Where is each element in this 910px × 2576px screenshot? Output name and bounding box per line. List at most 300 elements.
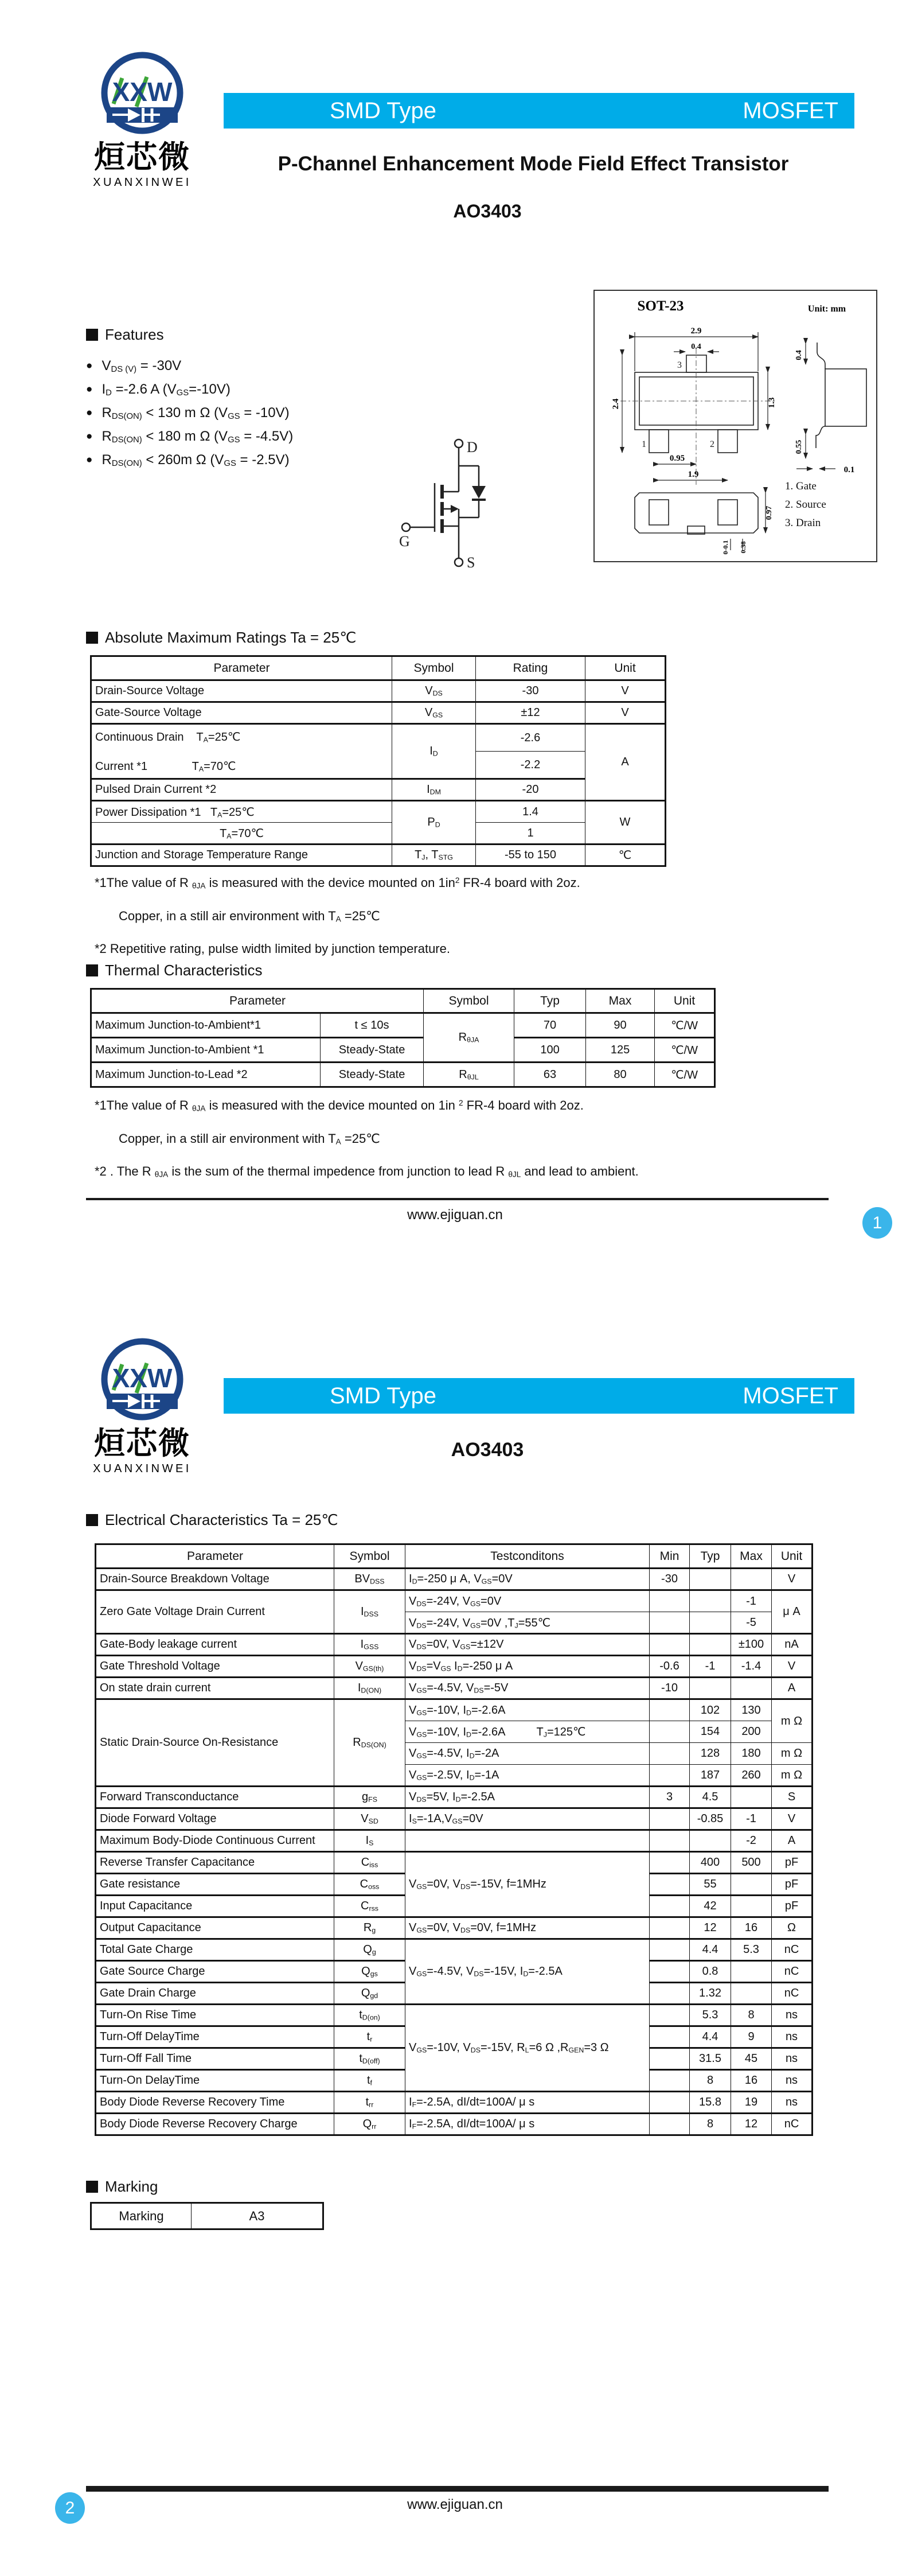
typ-cell: 4.5	[690, 1787, 731, 1808]
dim-span: 1.9	[688, 470, 699, 479]
table-header-row	[91, 656, 666, 680]
banner-left-label: SMD Type	[330, 98, 436, 123]
unit-cell: A	[772, 1830, 813, 1852]
bullet-icon: ●	[86, 430, 93, 442]
unit-cell: m Ω	[772, 1699, 813, 1743]
feature-item	[86, 401, 293, 425]
symbol-cell: $R_{DS(ON)}$	[334, 1699, 405, 1787]
thermal-heading-label: Thermal Characteristics	[105, 962, 263, 979]
document-title: P-Channel Enhancement Mode Field Effect Transistor	[278, 153, 789, 175]
dim-pitch: 0.95	[669, 454, 685, 463]
table-row	[96, 2005, 813, 2026]
symbol-cell: $t_{rr}$	[334, 2092, 405, 2114]
symbol-cell: $C_{iss}$	[334, 1852, 405, 1874]
min-cell	[650, 1917, 690, 1939]
abs-max-table	[90, 655, 666, 867]
rating-cell: -2.2	[476, 752, 585, 779]
col-header: Typ	[690, 1544, 731, 1569]
unit-cell: m Ω	[772, 1765, 813, 1787]
cond-cell: $V_{DS}=0V$, $V_{GS}=\pm 12V$	[405, 1634, 650, 1656]
typ-cell	[690, 1634, 731, 1656]
cond-cell: $V_{DS}=V_{GS}$ $I_D=-250$ μ A	[405, 1656, 650, 1678]
min-cell	[650, 2048, 690, 2070]
param-cell: Output Capacitance	[96, 1917, 334, 1939]
typ-cell: 8	[690, 2114, 731, 2135]
col-header: Unit	[772, 1544, 813, 1569]
rating-cell: -2.6	[476, 724, 585, 752]
param-cell: Maximum Junction-to-Lead *2	[91, 1063, 321, 1087]
param-cell: Diode Forward Voltage	[96, 1808, 334, 1830]
min-cell	[650, 2026, 690, 2048]
table-row	[96, 1590, 813, 1612]
symbol-cell: $I_{D(ON)}$	[334, 1678, 405, 1699]
unit-cell: μ A	[772, 1590, 813, 1634]
bullet-icon: ●	[86, 359, 93, 372]
param-cell: Turn-Off DelayTime	[96, 2026, 334, 2048]
min-cell	[650, 1590, 690, 1612]
cond-cell: $V_{GS}=0V$, $V_{DS}=-15V$, f=1MHz	[405, 1852, 650, 1917]
col-header: Parameter	[91, 656, 392, 680]
elec-heading-label: Electrical Characteristics Ta = 25℃	[105, 1511, 338, 1528]
page-number-badge: 2	[55, 2492, 85, 2524]
package-drawing	[595, 291, 876, 561]
typ-cell	[690, 1678, 731, 1699]
rating-cell: 1.4	[476, 801, 585, 823]
marking-heading	[86, 2178, 158, 2196]
max-cell: 500	[731, 1852, 772, 1874]
min-cell	[650, 1852, 690, 1874]
table-row	[91, 724, 666, 752]
cond-cell: $I_S=-1A,V_{GS}=0V$	[405, 1808, 650, 1830]
rating-cell: ±12	[476, 702, 585, 724]
bullet-icon: ●	[86, 383, 93, 395]
max-cell	[731, 1787, 772, 1808]
thermal-notes	[95, 1095, 811, 1184]
col-header: Rating	[476, 656, 585, 680]
typ-cell: 1.32	[690, 1983, 731, 2005]
package-unit: Unit: mm	[807, 304, 846, 314]
part-number: AO3403	[453, 201, 522, 221]
dim-body-width: 2.9	[690, 326, 702, 336]
logo-letters: XXW	[112, 1363, 173, 1393]
symbol-cell: $Q_{gd}$	[334, 1983, 405, 2005]
min-cell	[650, 2005, 690, 2026]
typ-cell	[690, 1569, 731, 1590]
cond-cell: Steady-State	[321, 1063, 424, 1087]
symbol-cell: $C_{rss}$	[334, 1896, 405, 1917]
max-cell	[731, 1961, 772, 1983]
max-cell: 125	[586, 1038, 655, 1063]
cond-cell: $V_{GS}=-10V$, $V_{DS}=-15V$, $R_L=6$ Ω $,R_{GEN}=3$ Ω	[405, 2005, 650, 2092]
table-row	[91, 2203, 323, 2229]
unit-cell: ℃/W	[655, 1013, 715, 1038]
page-number-badge: 1	[862, 1207, 892, 1239]
rating-cell: 1	[476, 823, 585, 845]
typ-cell: 4.4	[690, 1939, 731, 1961]
symbol-cell: $Q_g$	[334, 1939, 405, 1961]
min-cell	[650, 1765, 690, 1787]
features-heading-label: Features	[105, 326, 164, 343]
cond-cell: $V_{GS}=-4.5V$, $V_{DS}=-5V$	[405, 1678, 650, 1699]
param-cell: Junction and Storage Temperature Range	[91, 845, 392, 866]
symbol-cell: $C_{oss}$	[334, 1874, 405, 1896]
cond-cell: $I_F=-2.5A$, dI/dt=100A/ μ s	[405, 2114, 650, 2135]
min-cell	[650, 1896, 690, 1917]
cond-cell: Steady-State	[321, 1038, 424, 1063]
max-cell: 90	[586, 1013, 655, 1038]
symbol-cell: $T_J$, $T_{STG}$	[392, 845, 476, 866]
typ-cell: -0.85	[690, 1808, 731, 1830]
param-cell	[91, 724, 392, 779]
section-square-icon	[86, 1514, 98, 1526]
gate-label: G	[399, 533, 410, 550]
param-cell: Gate Threshold Voltage	[96, 1656, 334, 1678]
feature-item	[86, 425, 293, 448]
dim-side-height: 0.97	[765, 505, 774, 520]
marking-table	[90, 2202, 324, 2230]
table-row	[96, 2092, 813, 2114]
unit-cell: V	[772, 1808, 813, 1830]
cond-cell: $V_{GS}=-4.5V$, $I_D=-2A$	[405, 1743, 650, 1765]
unit-cell: V	[772, 1656, 813, 1678]
marking-label-cell: Marking	[91, 2203, 192, 2229]
col-header: Unit	[585, 656, 666, 680]
param-cell: Input Capacitance	[96, 1896, 334, 1917]
symbol-cell: $V_{DS}$	[392, 680, 476, 702]
thermal-heading	[86, 962, 263, 979]
marking-heading-label: Marking	[105, 2178, 158, 2195]
table-row	[91, 845, 666, 866]
param-cell: Forward Transconductance	[96, 1787, 334, 1808]
symbol-cell: $I_{DSS}$	[334, 1590, 405, 1634]
param-cell: Body Diode Reverse Recovery Time	[96, 2092, 334, 2114]
param-cell: Turn-On Rise Time	[96, 2005, 334, 2026]
cond-cell: $I_D=-250$ μ A, $V_{GS}=0V$	[405, 1569, 650, 1590]
unit-cell: pF	[772, 1874, 813, 1896]
param-cell: Drain-Source Breakdown Voltage	[96, 1569, 334, 1590]
symbol-cell: $I_{GSS}$	[334, 1634, 405, 1656]
param-cell: Zero Gate Voltage Drain Current	[96, 1590, 334, 1634]
table-row	[96, 1830, 813, 1852]
abs-max-heading	[86, 629, 356, 647]
min-cell	[650, 1983, 690, 2005]
unit-cell: ns	[772, 2070, 813, 2092]
typ-cell: 31.5	[690, 2048, 731, 2070]
banner-right-label: MOSFET	[743, 98, 838, 123]
feature-item	[86, 378, 293, 401]
typ-cell: 42	[690, 1896, 731, 1917]
marking-value-cell: A3	[192, 2203, 323, 2229]
table-row	[91, 1063, 715, 1087]
unit-cell: ns	[772, 2026, 813, 2048]
table-row	[96, 1939, 813, 1961]
section-square-icon	[86, 964, 98, 976]
feature-item	[86, 448, 293, 472]
footer-url: www.ejiguan.cn	[407, 2497, 503, 2512]
table-row	[91, 823, 666, 845]
typ-cell: 154	[690, 1721, 731, 1743]
typ-cell: 0.8	[690, 1961, 731, 1983]
max-cell: 45	[731, 2048, 772, 2070]
logo-mark-icon	[82, 1336, 202, 1423]
max-cell: -1.4	[731, 1656, 772, 1678]
note-line: *1The value of R $_{\theta JA}$ is measured with the device mounted on 1in $^2$ FR-4 board with 2oz.	[95, 1098, 584, 1113]
min-cell	[650, 1874, 690, 1896]
unit-cell: pF	[772, 1852, 813, 1874]
unit-cell: A	[772, 1678, 813, 1699]
banner-right-label: MOSFET	[743, 1383, 838, 1408]
cond-cell: $V_{GS}=0V$, $V_{DS}=0V$, f=1MHz	[405, 1917, 650, 1939]
table-row	[91, 801, 666, 823]
max-cell	[731, 1874, 772, 1896]
param-cell: Power Dissipation *1 $T_A=25℃$	[91, 801, 392, 823]
max-cell: -1	[731, 1808, 772, 1830]
note-line: Copper, in a still air environment with $T_A$ =25℃	[119, 908, 380, 924]
cond-cell: $V_{GS}=-10V$, $I_D=-2.6A$	[405, 1699, 650, 1721]
table-row	[96, 1656, 813, 1678]
note-line: *2 . The R $_{\theta JA}$ is the sum of the thermal impedence from junction to lead R $_{\theta JL}$ and lead to ambient.	[95, 1164, 639, 1179]
symbol-cell: $V_{GS(th)}$	[334, 1656, 405, 1678]
max-cell	[731, 1569, 772, 1590]
dim-lead-bot: 0.55	[795, 439, 803, 454]
param-cell: Gate resistance	[96, 1874, 334, 1896]
feature-text: $R_{DS(ON)} < 180$ m Ω $(V_{GS} = -4.5V)$	[101, 428, 294, 445]
param-line: Current *1 $T_A=70℃$	[95, 760, 236, 773]
max-cell: 5.3	[731, 1939, 772, 1961]
rating-cell: -55 to 150	[476, 845, 585, 866]
typ-cell: 400	[690, 1852, 731, 1874]
max-cell: 180	[731, 1743, 772, 1765]
banner-left-label: SMD Type	[330, 1383, 436, 1408]
min-cell	[650, 1699, 690, 1721]
max-cell: 19	[731, 2092, 772, 2114]
legend-source: 2. Source	[785, 499, 826, 511]
abs-notes	[95, 872, 811, 958]
typ-cell: 70	[514, 1013, 586, 1038]
datasheet-page-2	[0, 1302, 910, 2576]
unit-cell: V	[772, 1569, 813, 1590]
table-row	[96, 1808, 813, 1830]
symbol-cell: $R_{\theta JA}$	[424, 1013, 514, 1063]
symbol-cell: $Q_{gs}$	[334, 1961, 405, 1983]
dim-lead-thickness: 0.1	[843, 465, 855, 474]
table-row	[96, 1787, 813, 1808]
table-row	[91, 680, 666, 702]
pin2-number: 2	[710, 439, 714, 449]
typ-cell: 8	[690, 2070, 731, 2092]
table-header-row	[91, 989, 715, 1013]
max-cell: -2	[731, 1830, 772, 1852]
symbol-cell: $R_g$	[334, 1917, 405, 1939]
table-row	[96, 1699, 813, 1721]
min-cell	[650, 2092, 690, 2114]
param-cell: Gate Source Charge	[96, 1961, 334, 1983]
typ-cell	[690, 1830, 731, 1852]
col-header: Parameter	[91, 989, 424, 1013]
col-header: Symbol	[334, 1544, 405, 1569]
min-cell: -10	[650, 1678, 690, 1699]
footer-url: www.ejiguan.cn	[407, 1207, 503, 1223]
min-cell	[650, 2114, 690, 2135]
section-square-icon	[86, 329, 98, 341]
param-cell: Gate-Source Voltage	[91, 702, 392, 724]
footer-rule	[86, 2486, 829, 2492]
dim-inner-height: 1.3	[767, 397, 776, 408]
features-heading	[86, 326, 293, 344]
table-row	[91, 779, 666, 801]
max-cell: -1	[731, 1590, 772, 1612]
cond-cell: t ≤ 10s	[321, 1013, 424, 1038]
legend-gate: 1. Gate	[785, 480, 817, 492]
max-cell: 16	[731, 1917, 772, 1939]
col-header: Testconditons	[405, 1544, 650, 1569]
symbol-cell: $I_S$	[334, 1830, 405, 1852]
col-header: Unit	[655, 989, 715, 1013]
max-cell: 130	[731, 1699, 772, 1721]
bullet-icon: ●	[86, 406, 93, 419]
typ-cell: 12	[690, 1917, 731, 1939]
param-cell: On state drain current	[96, 1678, 334, 1699]
rating-cell: -30	[476, 680, 585, 702]
max-cell: 9	[731, 2026, 772, 2048]
table-row	[96, 1569, 813, 1590]
feature-text: $R_{DS(ON)} < 130$ m Ω $(V_{GS} = -10V)$	[101, 404, 290, 421]
note-line: *2 Repetitive rating, pulse width limited by junction temperature.	[95, 941, 450, 956]
unit-cell: ns	[772, 2005, 813, 2026]
rating-cell: -20	[476, 779, 585, 801]
min-cell	[650, 1961, 690, 1983]
max-cell: 260	[731, 1765, 772, 1787]
cond-cell: $V_{GS}=-2.5V$, $I_D=-1A$	[405, 1765, 650, 1787]
min-cell	[650, 2070, 690, 2092]
unit-cell: nC	[772, 2114, 813, 2135]
section-square-icon	[86, 2181, 98, 2193]
typ-cell: 15.8	[690, 2092, 731, 2114]
unit-cell: nC	[772, 1939, 813, 1961]
min-cell	[650, 1939, 690, 1961]
symbol-cell: $t_{D(off)}$	[334, 2048, 405, 2070]
typ-cell	[690, 1590, 731, 1612]
max-cell: 8	[731, 2005, 772, 2026]
symbol-cell: $R_{\theta JL}$	[424, 1063, 514, 1087]
typ-cell: 55	[690, 1874, 731, 1896]
unit-cell: A	[585, 724, 666, 801]
unit-cell: m Ω	[772, 1743, 813, 1765]
typ-cell: 187	[690, 1765, 731, 1787]
symbol-cell: $I_{DM}$	[392, 779, 476, 801]
company-name-en: XUANXINWEI	[93, 176, 192, 189]
unit-cell: ns	[772, 2048, 813, 2070]
package-outline-box	[593, 290, 877, 562]
thermal-table	[90, 988, 716, 1088]
max-cell: 200	[731, 1721, 772, 1743]
unit-cell: Ω	[772, 1917, 813, 1939]
param-cell: Static Drain-Source On-Resistance	[96, 1699, 334, 1787]
cond-cell: $V_{DS}=-24V$, $V_{GS}=0V$ $,T_J=55℃$	[405, 1612, 650, 1634]
max-cell: 16	[731, 2070, 772, 2092]
param-cell: Drain-Source Voltage	[91, 680, 392, 702]
min-cell	[650, 1612, 690, 1634]
unit-cell: ns	[772, 2092, 813, 2114]
param-cell: Maximum Body-Diode Continuous Current	[96, 1830, 334, 1852]
logo-letters: XXW	[112, 77, 173, 107]
min-cell	[650, 1743, 690, 1765]
abs-max-heading-label: Absolute Maximum Ratings Ta = 25℃	[105, 629, 357, 646]
note-line: *1The value of R $_{\theta JA}$ is measured with the device mounted on $1in^2$ FR-4 board with 2oz.	[95, 875, 580, 890]
symbol-cell: $P_D$	[392, 801, 476, 845]
unit-cell: nC	[772, 1961, 813, 1983]
table-row	[96, 1852, 813, 1874]
param-cell: Gate Drain Charge	[96, 1983, 334, 2005]
dim-foot: 0.38	[739, 541, 747, 554]
features-section	[86, 326, 293, 472]
param-cell: Maximum Junction-to-Ambient *1	[91, 1038, 321, 1063]
col-header: Max	[731, 1544, 772, 1569]
param-cell: Body Diode Reverse Recovery Charge	[96, 2114, 334, 2135]
table-row	[96, 1634, 813, 1656]
param-cell: Gate-Body leakage current	[96, 1634, 334, 1656]
typ-cell	[690, 1612, 731, 1634]
feature-text: $R_{DS(ON)} < 260m$ Ω $(V_{GS} = -2.5V)$	[101, 452, 290, 468]
symbol-cell: $t_f$	[334, 2070, 405, 2092]
unit-cell: V	[585, 702, 666, 724]
cond-cell: $V_{GS}=-4.5V$, $V_{DS}=-15V$, $I_D=-2.5A$	[405, 1939, 650, 2005]
col-header: Symbol	[392, 656, 476, 680]
unit-cell: ℃/W	[655, 1063, 715, 1087]
feature-text: $V_{DS (V)} = -30V$	[101, 357, 182, 374]
max-cell: -5	[731, 1612, 772, 1634]
cond-cell	[405, 1830, 650, 1852]
feature-text: $I_D =-2.6$ A $(V_{GS}=-10V)$	[101, 381, 231, 398]
pin1-number: 1	[642, 439, 646, 449]
drain-label: D	[467, 439, 478, 456]
min-cell: 3	[650, 1787, 690, 1808]
elec-table	[95, 1543, 813, 2136]
section-square-icon	[86, 632, 98, 644]
param-line: Continuous Drain $T_A=25℃$	[95, 730, 241, 744]
package-name: SOT-23	[637, 298, 684, 314]
min-cell	[650, 1830, 690, 1852]
dim-body-height: 2.4	[611, 398, 620, 410]
dim-standoff: 0-0.1	[721, 540, 729, 555]
min-cell: -0.6	[650, 1656, 690, 1678]
table-row	[91, 1038, 715, 1063]
param-cell: Total Gate Charge	[96, 1939, 334, 1961]
unit-cell: nC	[772, 1983, 813, 2005]
param-cell: Turn-Off Fall Time	[96, 2048, 334, 2070]
typ-cell: 63	[514, 1063, 586, 1087]
part-number: AO3403	[451, 1439, 524, 1461]
symbol-cell: $Q_{rr}$	[334, 2114, 405, 2135]
symbol-cell: $t_{D(on)}$	[334, 2005, 405, 2026]
cond-cell: $I_F=-2.5A$, dI/dt=100A/ μ s	[405, 2092, 650, 2114]
unit-cell: W	[585, 801, 666, 845]
pin3-number: 3	[677, 360, 682, 370]
param-cell: $T_A=70℃$	[91, 823, 392, 845]
cond-cell: $V_{DS}=5V$, $I_D=-2.5A$	[405, 1787, 650, 1808]
typ-cell: 100	[514, 1038, 586, 1063]
symbol-cell: $g_{FS}$	[334, 1787, 405, 1808]
col-header: Typ	[514, 989, 586, 1013]
table-row	[96, 2114, 813, 2135]
unit-cell: ℃	[585, 845, 666, 866]
symbol-cell: $BV_{DSS}$	[334, 1569, 405, 1590]
bullet-icon: ●	[86, 453, 93, 466]
table-row	[91, 702, 666, 724]
company-name-en: XUANXINWEI	[93, 1462, 192, 1475]
param-cell: Maximum Junction-to-Ambient*1	[91, 1013, 321, 1038]
source-label: S	[467, 554, 475, 571]
